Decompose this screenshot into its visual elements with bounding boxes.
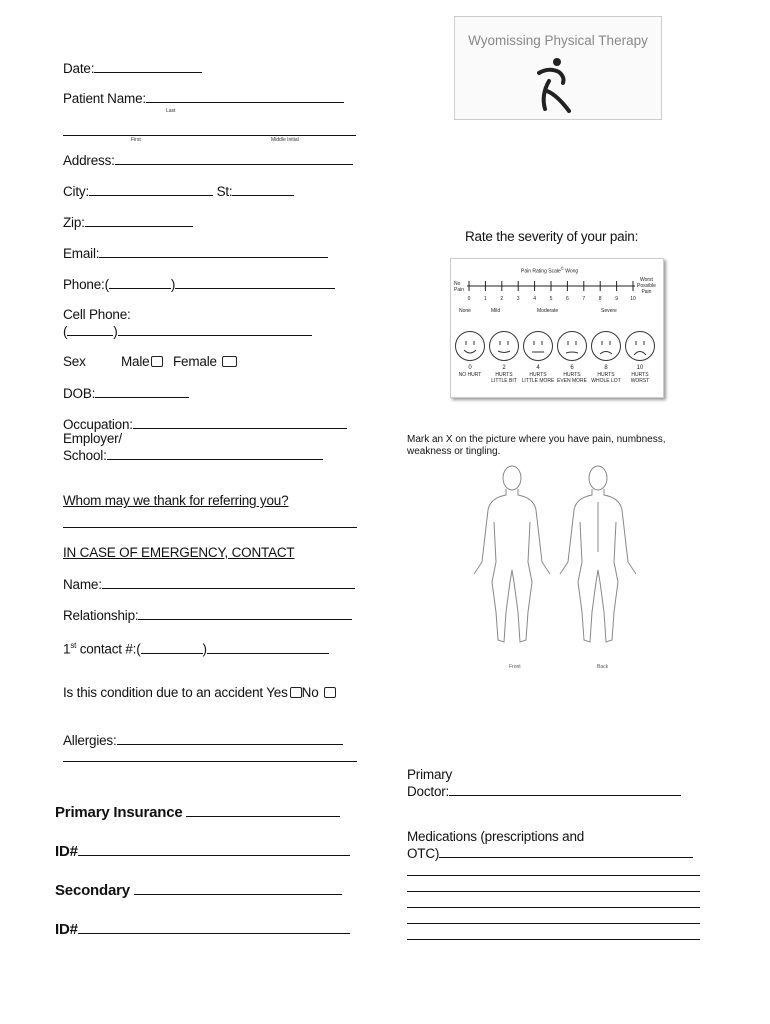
email-field[interactable]: Email:	[63, 245, 328, 262]
medications-field[interactable]: OTC)	[407, 845, 693, 862]
scale-tick-label: 9	[615, 296, 618, 302]
relationship-field[interactable]: Relationship:	[63, 607, 352, 624]
scale-tick-label: 1	[484, 296, 487, 302]
name-line-2[interactable]	[63, 123, 356, 136]
pain-face-icon[interactable]	[625, 331, 655, 361]
phone-field[interactable]: Phone:( )	[63, 276, 335, 293]
dob-field[interactable]: DOB:	[63, 385, 189, 402]
medications-label: Medications (prescriptions and	[407, 829, 585, 844]
sex-female-option[interactable]: Female	[173, 354, 237, 370]
scale-tick-label: 7	[582, 296, 586, 302]
cell-phone-label: Cell Phone:	[63, 307, 131, 322]
pain-face-icon[interactable]	[489, 331, 519, 361]
scale-tick-label: 2	[500, 296, 504, 302]
runner-logo-icon	[535, 55, 575, 113]
pain-face-label: HURTS LITTLE MORE	[521, 372, 555, 384]
back-head	[589, 466, 607, 490]
scale-tick-label: 10	[630, 296, 636, 302]
address-field[interactable]: Address:	[63, 152, 353, 169]
pain-face-number: 4	[536, 365, 540, 371]
allergies-line-2[interactable]	[63, 749, 357, 762]
pain-rating-title: Rate the severity of your pain:	[465, 229, 639, 244]
secondary-id-field[interactable]: ID#	[55, 921, 350, 938]
scale-tick-label: 6	[566, 296, 569, 302]
pain-face-label: HURTS WHOLE LOT	[591, 372, 621, 384]
front-torso-arms	[474, 489, 550, 574]
accident-no-checkbox[interactable]	[324, 687, 336, 698]
pain-face-icon[interactable]	[523, 331, 553, 361]
pain-face-label: HURTS WORST	[630, 372, 650, 384]
medications-line-2[interactable]	[407, 863, 700, 876]
front-legs	[492, 522, 532, 642]
female-checkbox[interactable]	[222, 356, 237, 367]
sublabel-last: Last	[166, 108, 176, 114]
scale-worst-pain: Worst Possible Pain	[637, 277, 656, 295]
sublabel-first: First	[131, 137, 141, 143]
male-checkbox[interactable]	[151, 356, 163, 367]
occupation-field[interactable]: Occupation:	[63, 416, 347, 433]
front-head	[503, 466, 521, 490]
employer-label: Employer/	[63, 431, 122, 446]
front-label: Front	[509, 664, 521, 670]
accident-yes-checkbox[interactable]	[290, 687, 302, 698]
clinic-logo	[454, 16, 662, 120]
allergies-field[interactable]: Allergies:	[63, 732, 343, 749]
pain-face-icon[interactable]	[591, 331, 621, 361]
scale-tick-label: 4	[533, 296, 536, 302]
primary-label: Primary	[407, 767, 453, 782]
patient-name-field[interactable]: Patient Name:	[63, 90, 344, 107]
pain-face-icon[interactable]	[455, 331, 485, 361]
pain-rating-scale[interactable]	[450, 258, 664, 398]
pain-face-number: 8	[604, 365, 608, 371]
primary-id-field[interactable]: ID#	[55, 843, 350, 860]
referral-heading: Whom may we thank for referring you?	[63, 493, 289, 508]
pain-face-number: 6	[570, 365, 574, 371]
accident-question: Is this condition due to an accident Yes No	[63, 685, 336, 701]
scale-band-label: Moderate	[537, 308, 559, 314]
pain-face-label: HURTS EVEN MORE	[556, 372, 587, 384]
scale-tick-label: 0	[467, 296, 471, 302]
date-field[interactable]: Date:	[63, 60, 202, 77]
scale-ruler	[465, 279, 637, 293]
scale-band-label: None	[459, 308, 471, 314]
referral-line[interactable]	[63, 515, 357, 528]
pain-face-label: NO HURT	[458, 372, 482, 378]
body-diagram[interactable]	[468, 462, 648, 658]
cell-phone-field[interactable]: ( )	[63, 323, 312, 340]
scale-tick-label: 5	[549, 296, 553, 302]
primary-insurance-field[interactable]: Primary Insurance	[55, 804, 340, 821]
scale-no-pain: No Pain	[454, 281, 465, 293]
pain-face-number: 10	[636, 365, 644, 371]
sublabel-middle: Middle Initial	[271, 137, 299, 143]
scale-tick-label: 3	[516, 296, 520, 302]
sex-label: Sex	[63, 354, 86, 369]
pain-face-label: HURTS LITTLE BIT	[491, 372, 517, 384]
emergency-name-field[interactable]: Name:	[63, 576, 355, 593]
zip-field[interactable]: Zip:	[63, 214, 193, 231]
scale-tick-label: 8	[598, 296, 602, 302]
medications-line-6[interactable]	[407, 927, 700, 940]
pain-face-number: 2	[502, 365, 506, 371]
pain-face-number: 0	[468, 365, 472, 371]
secondary-insurance-field[interactable]: Secondary	[55, 882, 342, 899]
contact-number-field[interactable]: 1st contact #:( )	[63, 638, 329, 658]
medications-line-3[interactable]	[407, 879, 700, 892]
school-field[interactable]: School:	[63, 447, 323, 464]
city-state-field[interactable]: City: St:	[63, 183, 294, 200]
sex-male-option[interactable]: Male	[121, 354, 163, 370]
scale-band-label: Severe	[601, 308, 617, 314]
emergency-heading: IN CASE OF EMERGENCY, CONTACT	[63, 545, 295, 560]
medications-line-4[interactable]	[407, 895, 700, 908]
scale-band-label: Mild	[491, 308, 501, 314]
medications-line-5[interactable]	[407, 911, 700, 924]
primary-doctor-field[interactable]: Doctor:	[407, 783, 681, 800]
body-map-instructions: Mark an X on the picture where you have pain, numbness, weakness or tingling.	[407, 434, 666, 457]
scale-title: Pain Rating Scale© Wong	[521, 266, 579, 275]
logo-text: Wyomissing Physical Therapy	[468, 33, 648, 48]
back-label: Back	[597, 664, 609, 670]
pain-face-icon[interactable]	[557, 331, 587, 361]
